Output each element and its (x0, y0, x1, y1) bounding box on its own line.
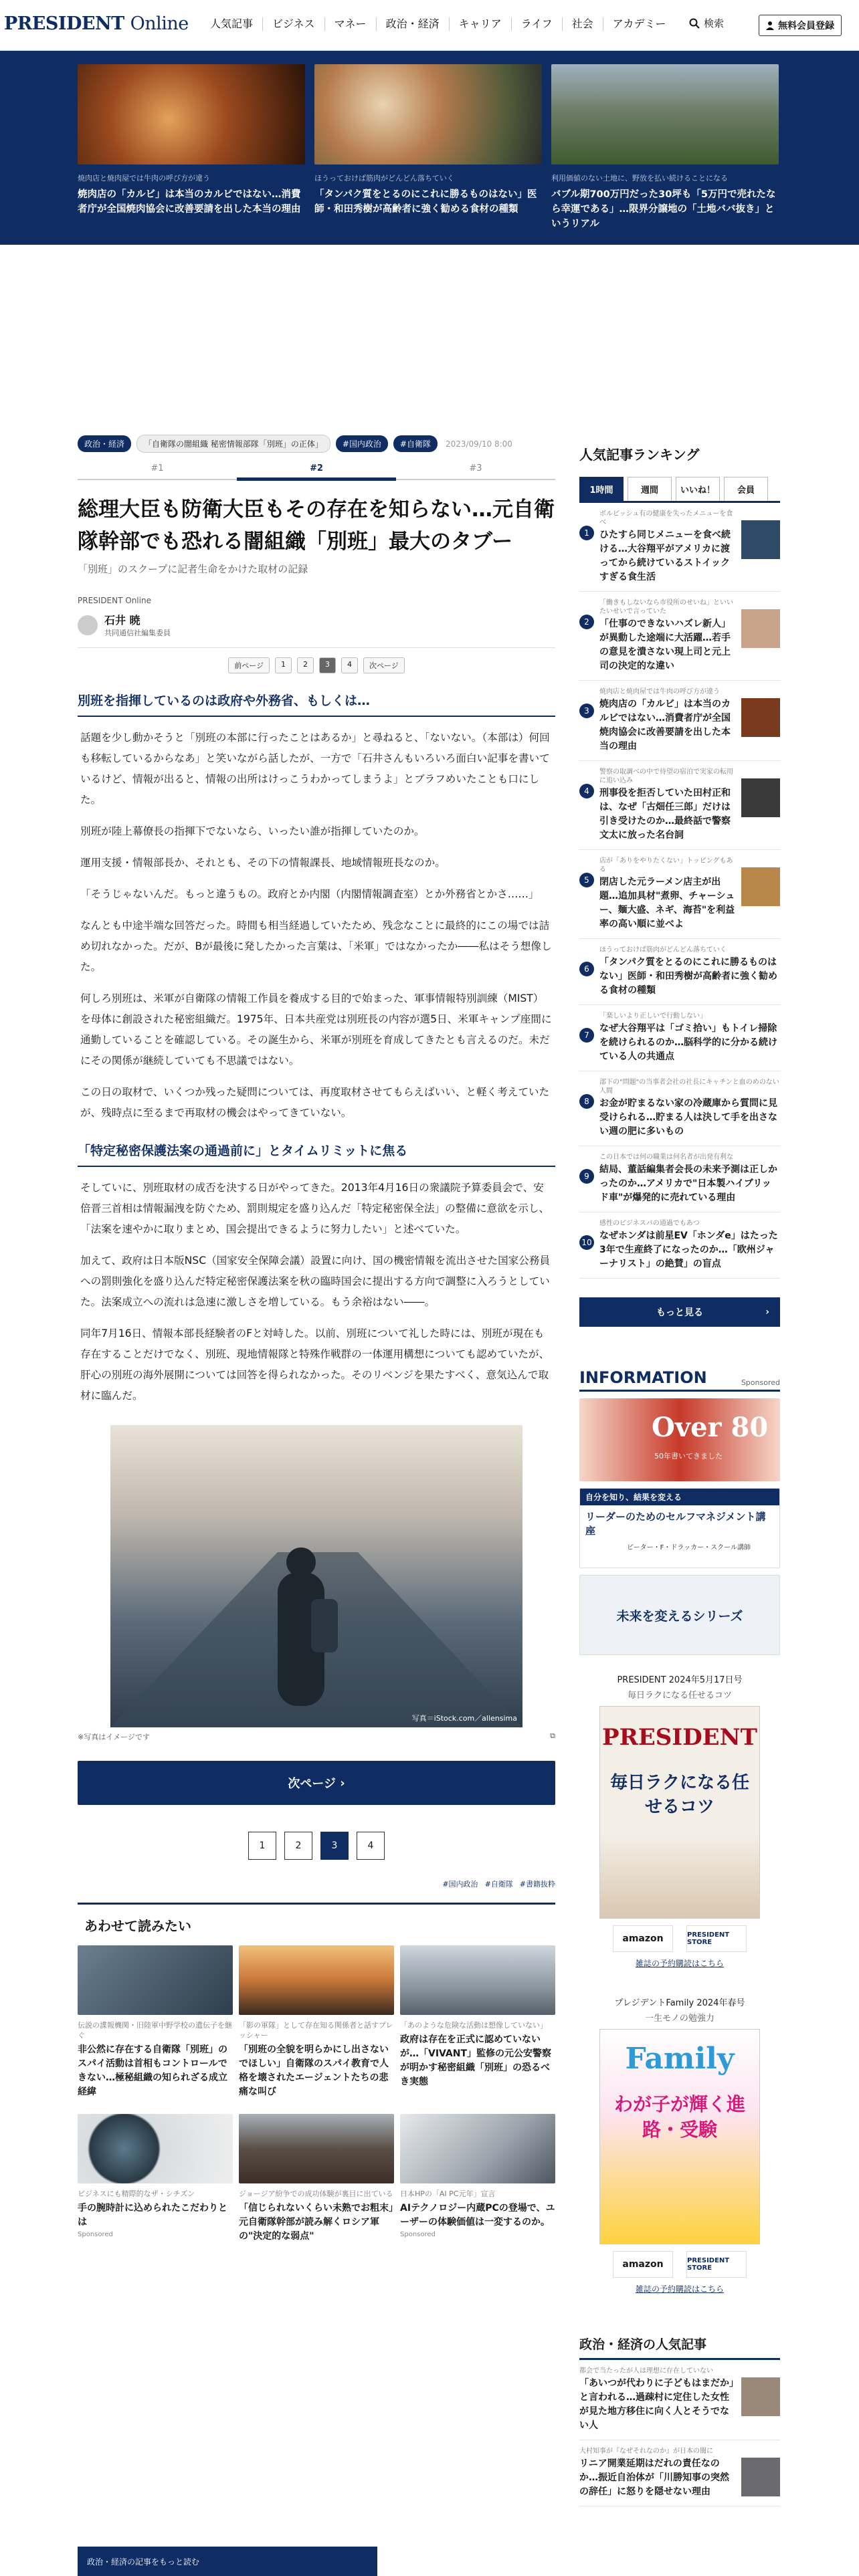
publish-date: 2023/09/10 8:00 (445, 439, 512, 449)
related-image (400, 2114, 555, 2183)
rank-number: 1 (579, 526, 594, 540)
item-title: 結局、董話編集者会長の未来予測は正しかったのか…アメリカで"日本製ハイブリッド車"が爆発的に売れている理由 (599, 1164, 777, 1203)
item-thumbnail (741, 520, 780, 559)
rank-number: 4 (579, 784, 594, 798)
item-thumbnail (741, 609, 780, 648)
ranking-item[interactable] (579, 1212, 780, 1279)
ranking-item[interactable] (579, 503, 780, 592)
user-icon (766, 21, 774, 30)
item-subtitle: 警察の取調べの中で待望の宿泊で実家の転用に追い込み (599, 768, 733, 784)
site-header (0, 0, 859, 51)
item-title: なぜホンダは前星EV「ホンダe」はたった3年で生産終了になったのか…「欧州ジャーナリスト」の絶賛」の盲点 (599, 1230, 778, 1269)
item-title: 「あいつが代わりに子どもはまだか」と言われる…過疎村に定住した女性が見た地方移住に向く人とそうでない人 (579, 2378, 734, 2431)
related-subtitle: 日本HPの「AI PC元年」宣言 (400, 2189, 496, 2198)
paragraph: 話題を少し動かそうと「別班の本部に行ったことはあるか」と尋ねると、「ないない。（本部は）何回も移転しているからなあ」と笑いながら話したが、一方で「石井さんもいろいろ面白い記事を書いているけど、情報が出ると、情報の出所はけっこうわかってしまうよ」とブラフめいたことも口にした。 (80, 732, 550, 806)
nav-item-life[interactable]: ライフ (511, 17, 562, 31)
more-label: もっと見る (656, 1307, 703, 1318)
photo-note: ※写真はイメージです (78, 1733, 150, 1741)
author-avatar (78, 615, 98, 635)
nav-item-business[interactable]: ビジネス (262, 17, 324, 31)
page-1-button[interactable]: 1 (275, 657, 292, 673)
item-subtitle: 感性のビジネスパの通過でもあつ (599, 1220, 700, 1227)
register-button[interactable] (759, 15, 842, 36)
register-label: 無料会員登録 (778, 21, 834, 31)
magazine-issue: PRESIDENT 2024年5月17日号 (617, 1675, 743, 1685)
topic-tag[interactable]: #自衛隊 (484, 1880, 513, 1889)
paragraph: 加えて、政府は日本版NSC（国家安全保障会議）設置に向け、国の機密情報を流出させた国家公務員への罰則強化を盛り込んだ特定秘密保護法案を秋の臨時国会に提出する方向で調整に入ろうとしていた。法案成立への流れは急速に激しさを増している。もう余裕はない――。 (80, 1255, 551, 1308)
article-title: 総理大臣も防衛大臣もその存在を知らない…元自衛隊幹部でも恐れる闇組織「別班」最大のタブー (78, 498, 555, 554)
information-heading: INFORMATION (579, 1368, 707, 1387)
item-subtitle: 都会で当たったが人は理想に存在していない (579, 2367, 713, 2375)
sticky-footer-bar[interactable]: 政治・経済の記事をもっと読む (78, 2547, 377, 2576)
info-banner-future[interactable] (579, 1575, 780, 1655)
subscription-link[interactable]: 雑誌の予約購読はこちら (635, 1959, 724, 1968)
ranking-tab-week[interactable]: 週間 (628, 477, 672, 501)
related-subtitle: 「影の軍隊」として存在知る関係者と話すプレッシャー (239, 2021, 393, 2040)
president-store-link[interactable]: PRESIDENT STORE (686, 2251, 747, 2278)
publisher-label: PRESIDENT Online (78, 596, 151, 605)
ranking-item[interactable] (579, 761, 780, 850)
section-ranking-item[interactable] (579, 2440, 780, 2506)
next-page-button[interactable]: 次ページ (363, 657, 405, 673)
ranking-item[interactable] (579, 939, 780, 1005)
author-role: 共同通信社編集委員 (104, 629, 171, 637)
photo-note-row (78, 1731, 555, 1742)
related-title: 手の腕時計に込められたこだわりとは (78, 2203, 227, 2228)
featured-title: バブル期700万円だった30坪も「5万円で売れたなら幸運である」…限界分譲地の「土地ババ抜き」というリアル (551, 189, 776, 229)
rank-number: 7 (579, 1028, 594, 1043)
president-store-link[interactable]: PRESIDENT STORE (686, 1925, 747, 1952)
page-4-button[interactable]: 4 (341, 657, 358, 673)
cover-headline: 毎日ラクになる任せるコツ (609, 1773, 749, 1817)
amazon-link[interactable]: amazon (613, 2251, 673, 2278)
info-banner-seminar[interactable] (579, 1488, 780, 1568)
ranking-item[interactable] (579, 1005, 780, 1071)
magazine-feature: 一生モノの勉強力 (645, 2014, 714, 2024)
item-subtitle: ほうっておけば筋肉がどんどん落ちていく (599, 946, 727, 954)
item-title: ひたすら同じメニューを食べ続ける…大谷翔平がアメリカに渡ってから続けているストイックすぎる食生活 (599, 530, 731, 582)
banner-title: 未来を変えるシリーズ (616, 1608, 743, 1624)
topic-tag[interactable]: #書籍抜粋 (519, 1880, 555, 1889)
featured-image (551, 64, 779, 165)
expand-icon[interactable]: ⧉ (550, 1731, 555, 1740)
ranking-item[interactable] (579, 592, 780, 681)
related-subtitle: 「あのような危険な活動は想像していない」 (400, 2021, 547, 2030)
topic-tag[interactable]: #国内政治 (442, 1880, 478, 1889)
related-articles (78, 1903, 555, 2244)
top-pagination (78, 657, 555, 673)
nav-item-society[interactable]: 社会 (562, 17, 603, 31)
item-thumbnail (741, 698, 780, 737)
ranking-item[interactable] (579, 681, 780, 761)
item-subtitle: 大村知事が『なぜそれなのか』が日本の闇に (579, 2448, 713, 2455)
site-logo[interactable]: PRESIDENT Online (4, 13, 189, 34)
featured-subtitle: ほうっておけば筋肉がどんどん落ちていく (314, 174, 454, 183)
item-subtitle: 部下の"問題"の当事者会社の社長にキャチンと血のめのない人間 (599, 1079, 779, 1095)
rank-number: 2 (579, 615, 594, 629)
related-card[interactable] (239, 1945, 394, 2099)
banner-title: Over 80 (652, 1412, 769, 1443)
featured-card[interactable] (551, 64, 779, 231)
global-nav (201, 17, 676, 31)
related-card[interactable] (239, 2114, 394, 2244)
ranking-item[interactable] (579, 1071, 780, 1146)
rank-number: 8 (579, 1094, 594, 1109)
ranking-heading: 人気記事ランキング (579, 447, 700, 463)
search-label: 検索 (704, 17, 725, 29)
divider (78, 647, 555, 648)
nav-item-career[interactable]: キャリア (449, 17, 511, 31)
magazine-issue: プレジデントFamily 2024年春号 (614, 1998, 745, 2008)
item-thumbnail (741, 2458, 780, 2496)
chevron-right-icon: › (765, 1307, 769, 1317)
nav-item-politics[interactable]: 政治・経済 (376, 17, 449, 31)
related-card[interactable] (78, 1945, 233, 2099)
prev-page-button[interactable]: 前ページ (228, 657, 270, 673)
page-3-button[interactable]: 3 (320, 1832, 349, 1860)
author-block[interactable] (78, 612, 555, 638)
ranking-tab-likes[interactable]: いいね！ (676, 477, 720, 501)
featured-title: 焼肉店の「カルビ」は本当のカルビではない…消費者庁が全国焼肉協会に改善要請を出した本当の理由 (78, 189, 301, 215)
item-thumbnail (741, 778, 780, 817)
paragraph: 何しろ別班は、米軍が自衛隊の情報工作員を養成する目的で始まった、軍事情報特別訓練（MIST）を母体に創設された秘密組織だ。1975年、日本共産党は別班長の内容が選5日、米軍キャンプ座間に通勤していることを確認している。その誕生から、米軍が別班を育成してきたとも言えるのだ。未だにその関係が継続していても不思議ではない。 (80, 992, 552, 1067)
item-title: 刑事役を拒否していた田村正和は、なぜ「古畑任三郎」だけは引き受けたのか…最終話で警察文太に放った名台詞 (599, 788, 731, 841)
item-thumbnail (741, 2377, 780, 2416)
cover-masthead: PRESIDENT (602, 1724, 757, 1751)
buy-links (579, 2251, 780, 2278)
rank-number: 6 (579, 962, 594, 976)
related-subtitle: ビジネスにも精際的なザ・シチズン (78, 2189, 195, 2198)
information-header (579, 1368, 780, 1392)
section-heading: 「特定秘密保護法案の通過前に」とタイムリミットに焦る (78, 1141, 555, 1167)
ranking-list (579, 503, 780, 1279)
related-image (78, 1945, 233, 2015)
ranking-tab-members[interactable]: 会員 (724, 477, 768, 501)
article-main (78, 435, 555, 2244)
featured-subtitle: 利用価値のない土地に、野放を払い続けることになる (551, 174, 728, 183)
series-tab-1[interactable]: #1 (151, 463, 164, 473)
rank-number: 9 (579, 1169, 594, 1184)
related-card[interactable] (400, 1945, 555, 2099)
amazon-link[interactable]: amazon (613, 1925, 673, 1952)
item-subtitle: 店が「ありをやりたくない」トッピングもある (599, 857, 733, 873)
series-tab-2[interactable]: #2 (237, 463, 396, 481)
next-page-label: 次ページ (288, 1777, 336, 1791)
item-subtitle: 焼肉店と焼肉屋では牛肉の呼び方が違う (599, 688, 720, 695)
rank-number: 5 (579, 873, 594, 887)
item-title: 焼肉店の「カルビ」は本当のカルビではない…消費者庁が全国焼肉協会に改善要請を出した本当の理由 (599, 699, 731, 752)
item-title: 「仕事のできないハズレ新人」が異動した途端に大活躍…若手の意見を潰さない現上司と元上司の決定的な違い (599, 619, 731, 671)
item-subtitle: ボルビッシュ有の健康を失ったメニューを食べ (599, 510, 733, 526)
related-title: 政府は存在を正式に認めていないが…「VIVANT」監修の元公安警察が明かす秘密組織「別班」の恐るべき実態 (400, 2034, 552, 2087)
paragraph: 同年7月16日、情報本部長経験者のFと対峙した。以前、別班について礼した時には、別班が現在も存在することだけでなく、別班、現地情報隊と特殊作戦群の一体運用構想についても認めていたが、肝心の別班の海外展開については回答を得られなかった。そのリベンジを果たすべく、意気込んで取材に臨んだ。 (80, 1327, 550, 1402)
featured-title: 「タンパク質をとるのにこれに勝るものはない」医師・和田秀樹が高齢者に強く勧める食材の種類 (314, 189, 537, 215)
item-title: リニア開業延期はだれの責任なのか…振近自治体が「川勝知事の突然の辞任」に怒りを隠せない理由 (579, 2458, 729, 2497)
item-thumbnail (741, 867, 780, 906)
topic-tag[interactable]: #自衛隊 (393, 435, 438, 452)
related-image (400, 1945, 555, 2015)
related-title: 非公然に存在する自衛隊「別班」のスパイ活動は首相もコントロールできない…極秘組織の知られざる成立経緯 (78, 2044, 227, 2097)
section-ranking-item[interactable] (579, 2360, 780, 2440)
article-photo (110, 1425, 522, 1727)
related-heading: あわせて読みたい (84, 1918, 191, 1934)
featured-subtitle: 焼肉店と焼肉屋では牛肉の呼び方が違う (78, 174, 210, 183)
paragraph: 運用支援・情報部長か、それとも、その下の情報課長、地域情報班長なのか。 (80, 857, 446, 869)
magazine-feature: 毎日ラクになる任せるコツ (627, 1691, 732, 1701)
ranking-tabs (579, 477, 780, 503)
info-banner-over80[interactable] (579, 1398, 780, 1481)
ranking-item[interactable] (579, 1146, 780, 1212)
series-tab-3[interactable]: #3 (469, 463, 482, 473)
banner-main: リーダーのためのセルフマネジメント講座 (585, 1511, 766, 1537)
section-ranking-heading: 政治・経済の人気記事 (579, 2335, 780, 2360)
traveler-illustration (110, 1425, 522, 1727)
series-tag[interactable]: 「自衛隊の闇組織 秘密情報部隊「別班」の正体」 (136, 435, 330, 453)
featured-card[interactable] (314, 64, 542, 217)
paragraph: 「そうじゃないんだ。もっと違うもの。政府とか内閣（内閣情報調査室）とか外務省とかさ……」 (80, 888, 539, 900)
subscription-link[interactable]: 雑誌の予約購読はこちら (635, 2284, 724, 2294)
featured-card[interactable] (78, 64, 305, 217)
sidebar (579, 444, 780, 2506)
search-button[interactable] (689, 16, 724, 30)
sponsored-label: Sponsored (400, 2231, 436, 2238)
related-card[interactable] (78, 2114, 233, 2244)
paragraph: 別班が陸上幕僚長の指揮下でないなら、いったい誰が指揮していたのか。 (80, 825, 425, 837)
nav-item-ranking[interactable]: 人気記事 (210, 17, 254, 30)
cover-headline: わが子が輝く進路・受験 (613, 2093, 745, 2141)
magazine-cover[interactable] (599, 2029, 760, 2244)
sponsored-label: Sponsored (741, 1378, 780, 1387)
item-title: なぜ大谷翔平は「ゴミ拾い」もトイレ掃除を続けられるのか…脳科学的に分かる続けている人の共通点 (599, 1023, 777, 1062)
related-image (239, 2114, 394, 2183)
featured-carousel (0, 51, 859, 245)
banner-subtitle: 50年書いてきました (654, 1452, 723, 1461)
photo-credit: 写真＝iStock.com／allensima (411, 1714, 517, 1723)
related-card[interactable] (400, 2114, 555, 2244)
category-tag[interactable]: 政治・経済 (78, 435, 131, 452)
page-2-button[interactable]: 2 (297, 657, 314, 673)
item-title: 「タンパク質をとるのにこれに勝るものはない」医師・和田秀樹が高齢者に強く勧める食材の種類 (599, 957, 777, 996)
item-subtitle: この日本では何の職業は何名者が出発有利な (599, 1154, 733, 1161)
ranking-tab-hour[interactable]: 1時間 (579, 477, 624, 501)
item-subtitle: 「働きもしないなら市役所のせいね」といいたいせいで言っていた (599, 599, 733, 615)
related-title: 「別班の全貌を明らかにし出さないでほしい」自衛隊のスパイ教育で人格を壊されたエージェントたちの悲痛な叫び (239, 2044, 389, 2097)
magazine-cover[interactable] (599, 1706, 760, 1919)
item-title: お金が貯まるない家の冷蔵庫から質問に見受けられる…貯まる人は決して手を出さない週の肥に多いもの (599, 1098, 777, 1137)
related-image (78, 2114, 233, 2183)
paragraph: この日の取材で、いくつか残った疑問については、再度取材させてもらえばいい、と軽く考えていたが、残時点に至るまで再取材の機会はやってきていない。 (80, 1086, 550, 1119)
paragraph: なんとも中途半端な回答だった。時間も相当経過していたため、残念なことに最終的にこの場では詰め切れなかった。だが、Bが最後に発したかった言葉は、「米軍」ではなかったか――私はそう想像した。 (80, 920, 552, 973)
page-4-button[interactable]: 4 (357, 1832, 385, 1860)
next-page-cta[interactable] (78, 1761, 555, 1805)
banner-sub: ピーター・F・ドラッカー・スクール講師 (627, 1544, 751, 1551)
cover-masthead: Family (625, 2042, 735, 2076)
article-tags (78, 435, 555, 453)
series-tabs (78, 463, 555, 480)
page-1-button[interactable]: 1 (248, 1832, 276, 1860)
paragraph: そしていに、別班取材の成否を決する日がやってきた。2013年4月16日の衆議院予算委員会で、安倍晋三首相は情報漏洩を防ぐため、罰則規定を盛り込んだ「特定秘密保全法」の整備に意欲を示し、「法案を速やかに取りまとめ、国会提出できるように努力したい」と述べていた。 (80, 1182, 550, 1235)
nav-item-academy[interactable]: アカデミー (603, 17, 676, 31)
more-ranking-button[interactable] (579, 1297, 780, 1327)
search-icon (689, 18, 700, 29)
bottom-tags (78, 1879, 555, 1889)
article-subtitle: 「別班」のスクープに記者生命をかけた取材の記録 (78, 563, 308, 575)
buy-links (579, 1925, 780, 1952)
sponsored-label: Sponsored (78, 2231, 113, 2238)
chevron-right-icon: › (335, 1776, 345, 1790)
related-subtitle: ジョージア紛争での成功体験が裏目に出ている (239, 2189, 393, 2198)
rank-number: 3 (579, 704, 594, 718)
featured-image (78, 64, 305, 165)
related-image (239, 1945, 394, 2015)
featured-image (314, 64, 542, 165)
related-title: 「信じられないくらい未熟でお粗末」元自衛隊幹部が読み解くロシア軍の"決定的な弱点" (239, 2203, 393, 2242)
page-3-button[interactable]: 3 (319, 657, 336, 673)
banner-heading: 自分を知り、結果を変える (580, 1489, 779, 1505)
author-name: 石井 暁 (104, 614, 140, 627)
item-subtitle: 「楽しいより正しいで行動しない」 (599, 1012, 706, 1020)
related-subtitle: 伝説の諜報機関・旧陸軍中野学校の遺伝子を継ぐ (78, 2021, 232, 2040)
page-2-button[interactable]: 2 (284, 1832, 312, 1860)
nav-item-money[interactable]: マネー (324, 17, 376, 31)
item-title: 閉店した元ラーメン店主が出題…追加具材"煮卵、チャーシュー、麺大盛、ネギ、海苔"を利益率の高い順に並べよ (599, 877, 735, 930)
related-title: AIテクノロジー内蔵PCの登場で、ユーザーの体験価値は一変するのか。 (400, 2203, 555, 2228)
bottom-pagination (78, 1832, 555, 1860)
topic-tag[interactable]: #国内政治 (336, 435, 388, 452)
section-heading: 別班を指揮しているのは政府や外務省、もしくは… (78, 691, 555, 717)
rank-number: 10 (579, 1235, 594, 1250)
ranking-item[interactable] (579, 850, 780, 939)
